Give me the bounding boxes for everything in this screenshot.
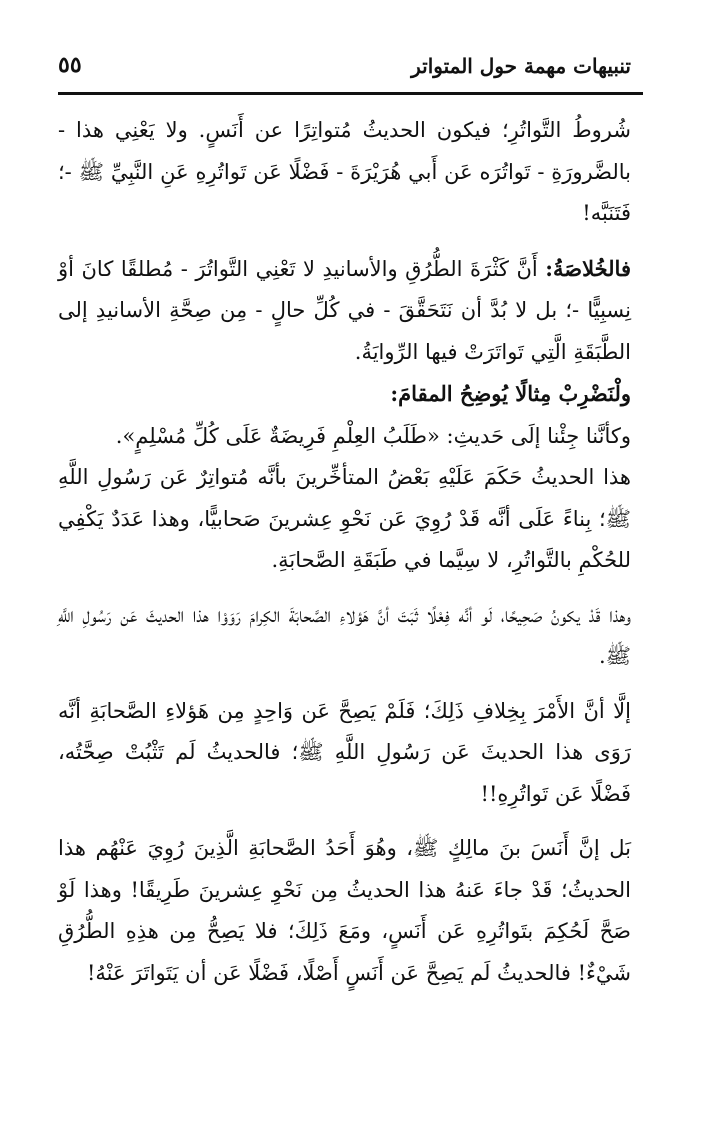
header-title: تنبيهات مهمة حول المتواتر (411, 54, 631, 78)
paragraph-text: وهذا قَدْ يكونُ صَحِيحًا، لَو أنَّه فِعْلًا ثَبَتَ أنَّ هَؤلاءِ الصَّحابَةَ الكِرامَ رَوَوْا هذا الحديثَ عَن رَسُولِ اللَّهِ ﷺ. (58, 602, 631, 668)
paragraph (58, 110, 631, 235)
main-text (58, 110, 631, 994)
page-number: ٥٥ (58, 52, 82, 78)
running-header (58, 52, 631, 88)
paragraph (58, 691, 631, 816)
paragraph (58, 416, 631, 458)
section-heading (58, 373, 631, 416)
paragraph (58, 248, 631, 374)
paragraph-text: أَنَّ كَثْرَةَ الطُّرُقِ والأسانيدِ لا تَعْنِي التَّواتُرَ - مُطلقًا كانَ أوْ نِسبِيًّا -؛ بل لا بُدَّ أن نَتَحَقَّقَ - في كُلِّ حالٍ - مِن صِحَّةِ الأسانيدِ إلى الطَّبَقَةِ الَّتِي تَواتَرَتْ فيها الرِّوايَةُ. (58, 256, 631, 364)
paragraph (58, 457, 631, 582)
paragraph-lead: فالخُلاصَةُ: (545, 255, 631, 281)
paragraph (58, 595, 631, 678)
paragraph-lead: ولْنَضْرِبْ مِثالًا يُوضِحُ المقامَ: (390, 381, 631, 406)
header-rule (58, 92, 643, 95)
paragraph-text: شُروطُ التَّواتُرِ؛ فيكون الحديثُ مُتواتِرًا عن أَنَسٍ. ولا يَعْنِي هذا - بالضَّرورَةِ - تَواتُرَه عَن أَبي هُرَيْرَةَ - فَضْلًا عَن تَواتُرِهِ عَنِ النَّبِيِّ ﷺ -؛ فَتَنَبَّه! (58, 118, 631, 225)
paragraph-text: هذا الحديثُ حَكَمَ عَلَيْهِ بَعْضُ المتأخِّرينَ بأنَّه مُتواتِرٌ عَن رَسُولِ اللَّهِ ﷺ؛ بِناءً عَلَى أنَّه قَدْ رُوِيَ عَن نَحْوِ عِشرينَ صَحابيًّا، وهذا عَدَدٌ يَكْفِي للحُكْمِ بالتَّواتُرِ، لا سِيَّما في طَبَقَةِ الصَّحابَةِ. (58, 465, 631, 572)
paragraph-text: وكأنَّنا جِئْنا إلَى حَديثِ: «طَلَبُ العِلْمِ فَرِيضَةٌ عَلَى كُلِّ مُسْلِمٍ». (115, 423, 631, 448)
paragraph-text: إلَّا أنَّ الأَمْرَ بِخِلافِ ذَلِكَ؛ فَلَمْ يَصِحَّ عَن وَاحِدٍ مِن هَؤلاءِ الصَّحابَةِ أنَّه رَوَى هذا الحديثَ عَن رَسُولِ اللَّهِ ﷺ؛ فالحديثُ لَم تَثْبُتْ صِحَّتُه، فَضْلًا عَن تَواتُرِهِ!! (58, 698, 631, 806)
paragraph (58, 828, 631, 994)
paragraph-text: بَل إنَّ أَنَسَ بنَ مالِكٍ ﷺ، وهُوَ أَحَدُ الصَّحابَةِ الَّذِينَ رُوِيَ عَنْهُم هذا الحديثُ؛ قَدْ جاءَ عَنهُ هذا الحديثُ مِن نَحْوِ عِشرينَ طَرِيقًا! وهذا لَوْ صَحَّ لَحُكِمَ بتَواتُرِهِ عَن أَنَسٍ، ومَعَ ذَلِكَ؛ فلا يَصِحُّ مِن هذِهِ الطُّرُقِ شَيْءٌ! فالحديثُ لَم يَصِحَّ عَن أَنَسٍ أَصْلًا، فَضْلًا عَن أن يَتَواتَرَ عَنْهُ! (58, 836, 631, 985)
